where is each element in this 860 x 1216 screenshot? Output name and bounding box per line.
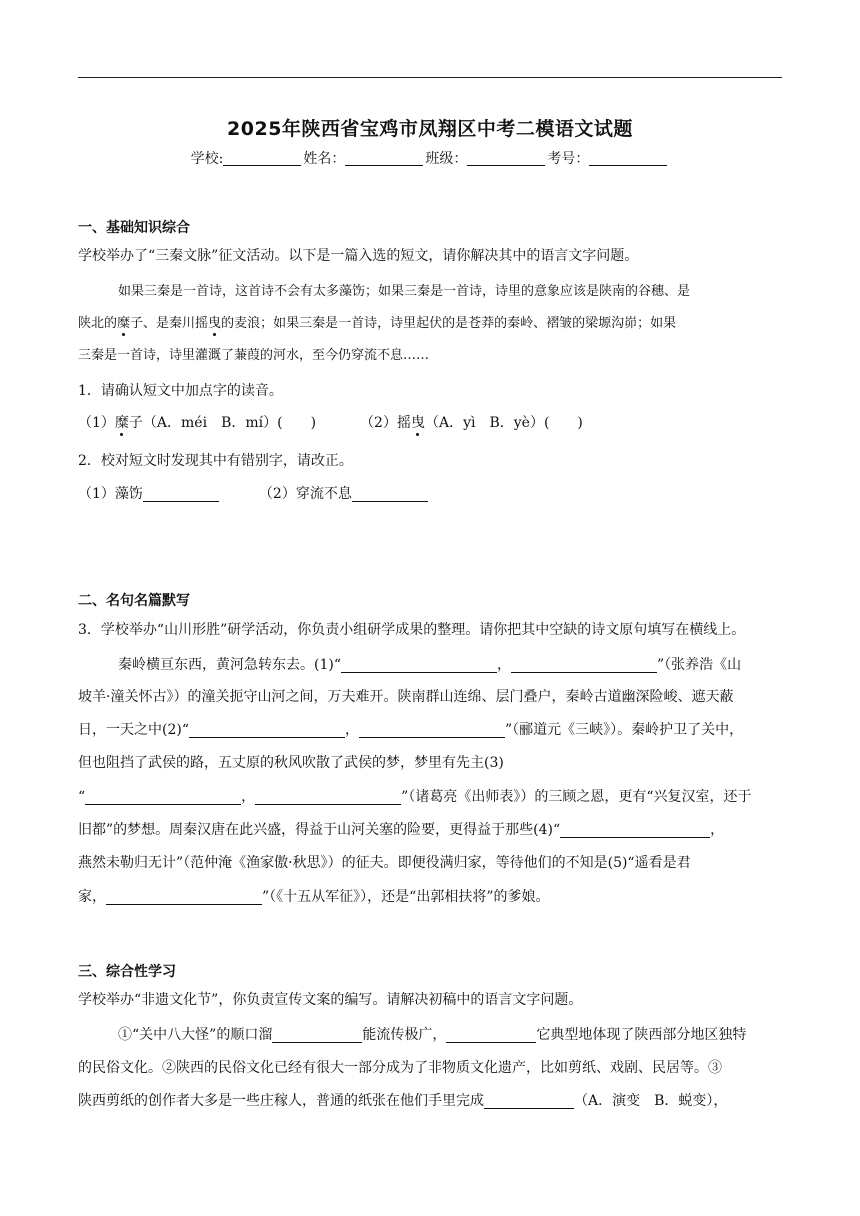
blank-s3-1[interactable] <box>272 1027 362 1043</box>
q3-text: “ <box>78 789 86 805</box>
section-1-intro: 学校举办了“三秦文脉”征文活动。以下是一篇入选的短文，请你解决其中的语言文字问题。 <box>78 248 639 264</box>
s3-text: （A．演变 B．蜕变）， <box>574 1093 728 1109</box>
q3-text: ”（郦道元《三峡》）。秦岭护卫了关中， <box>505 722 744 738</box>
q3-line-8 <box>78 887 783 907</box>
q3-line-7: 燕然未勒归无计”（范仲淹《渔家傲·秋思》）的征夫。即便役满归家，等待他们的不知是(5)“遥看是君 <box>78 855 691 871</box>
class-blank[interactable] <box>467 151 545 166</box>
q2b-answer-blank[interactable] <box>352 486 428 502</box>
s3-text: 它典型地体现了陕西部分地区独特 <box>536 1027 747 1043</box>
q3-line-6 <box>78 820 783 840</box>
q3-text: 日，一天之中(2)“ <box>78 722 189 738</box>
number-label: 考号： <box>547 151 590 167</box>
question-2: 2．校对短文时发现其中有错别字，请改正。 <box>78 453 353 469</box>
question-2-items <box>78 484 783 504</box>
q3-line-3 <box>78 720 783 740</box>
blank-3b[interactable] <box>255 789 401 805</box>
q3-text: ， <box>345 722 359 738</box>
blank-5[interactable] <box>106 889 262 905</box>
s3-text: 陕西剪纸的创作者大多是一些庄稼人，普通的纸张在他们手里完成 <box>78 1093 484 1109</box>
class-label: 班级： <box>425 151 468 167</box>
section-2-heading: 二、名句名篇默写 <box>78 593 190 609</box>
q1b-prefix: （2）摇 <box>360 415 411 431</box>
passage-text: 的麦浪；如果三秦是一首诗，诗里起伏的是苍莽的秦岭、褶皱的梁塬沟峁；如果 <box>221 316 677 331</box>
q1a-dotted-char: 糜 <box>114 415 129 431</box>
q3-text: 秦岭横亘东西，黄河急转东去。(1)“ <box>118 657 341 673</box>
q2a-label: （1）藻饬 <box>78 486 143 502</box>
s3-text: ①“关中八大怪”的顺口溜 <box>118 1027 273 1043</box>
blank-3a[interactable] <box>85 789 241 805</box>
q3-line-4: 但也阻挡了武侯的路，五丈原的秋风吹散了武侯的梦，梦里有先主(3) <box>78 755 504 771</box>
dotted-char-mi: 糜 <box>117 316 131 331</box>
school-blank[interactable] <box>223 151 301 166</box>
q1b-options[interactable]: （A．yì B．yè）( ) <box>424 415 583 431</box>
q1a-options[interactable]: 子（A．méi B．mí）( ) <box>128 415 317 431</box>
passage-line-3: 三秦是一首诗，诗里灌溉了蒹葭的河水，至今仍穿流不息…… <box>78 348 430 363</box>
page-title: 2025年陕西省宝鸡市凤翔区中考二模语文试题 <box>227 118 633 140</box>
s3-line-3 <box>78 1091 783 1111</box>
q2b-label: （2）穿流不息 <box>258 486 352 502</box>
name-label: 姓名： <box>303 151 346 167</box>
question-1-options <box>78 413 783 433</box>
q2a-answer-blank[interactable] <box>143 486 219 502</box>
q3-text: ”（诸葛亮《出师表》）的三顾之恩，更有“兴复汉室，还于 <box>401 789 752 805</box>
q3-text: ， <box>710 822 725 838</box>
passage-line-2 <box>78 314 783 334</box>
q1b-dotted-char: 曳 <box>410 415 425 431</box>
q3-line-5 <box>78 787 783 807</box>
blank-4a[interactable] <box>560 822 710 838</box>
header-rule <box>78 77 782 78</box>
dotted-char-ye: 曳 <box>208 316 222 331</box>
q1a-prefix: （1） <box>78 415 115 431</box>
school-label: 学校: <box>190 151 224 167</box>
question-3: 3．学校举办“山川形胜”研学活动，你负责小组研学成果的整理。请你把其中空缺的诗文原句填写在横线上。 <box>78 622 746 638</box>
s3-line-1 <box>118 1025 783 1045</box>
section-1-heading: 一、基础知识综合 <box>78 220 190 236</box>
passage-line-1: 如果三秦是一首诗，这首诗不会有太多藻饬；如果三秦是一首诗，诗里的意象应该是陕南的谷穗、是 <box>118 284 691 299</box>
passage-text: 子、是秦川摇 <box>130 316 209 331</box>
blank-1b[interactable] <box>511 657 657 673</box>
q3-text: 家， <box>78 889 106 905</box>
q3-text: ， <box>241 789 256 805</box>
passage-text: 陕北的 <box>78 316 118 331</box>
student-info-line <box>0 148 860 168</box>
q3-text: ”（张养浩《山 <box>657 657 742 673</box>
name-blank[interactable] <box>345 151 423 166</box>
q3-line-2: 坡羊·潼关怀古》）的潼关扼守山河之间，万夫难开。陕南群山连绵、层门叠户，秦岭古道幽深险峻、遮天蔽 <box>78 689 734 705</box>
section-3-intro: 学校举办“非遗文化节”，你负责宣传文案的编写。请解决初稿中的语言文字问题。 <box>78 992 583 1008</box>
blank-2b[interactable] <box>359 722 505 738</box>
blank-1a[interactable] <box>341 657 497 673</box>
blank-2a[interactable] <box>189 722 345 738</box>
question-1: 1．请确认短文中加点字的读音。 <box>78 383 283 399</box>
s3-text: 能流传极广， <box>362 1027 447 1043</box>
blank-s3-3[interactable] <box>484 1093 574 1109</box>
q3-text: ， <box>497 657 511 673</box>
q3-line-1 <box>118 655 783 675</box>
blank-s3-2[interactable] <box>446 1027 536 1043</box>
q3-text: ”（《十五从军征》），还是“出郭相扶将”的爹娘。 <box>262 889 550 905</box>
section-3-heading: 三、综合性学习 <box>78 964 176 980</box>
q3-text: 旧都”的梦想。周秦汉唐在此兴盛，得益于山河关塞的险要，更得益于那些(4)“ <box>78 822 561 838</box>
s3-line-2: 的民俗文化。②陕西的民俗文化已经有很大一部分成为了非物质文化遗产，比如剪纸、戏剧、民居等。③ <box>78 1060 722 1076</box>
number-blank[interactable] <box>589 151 667 166</box>
